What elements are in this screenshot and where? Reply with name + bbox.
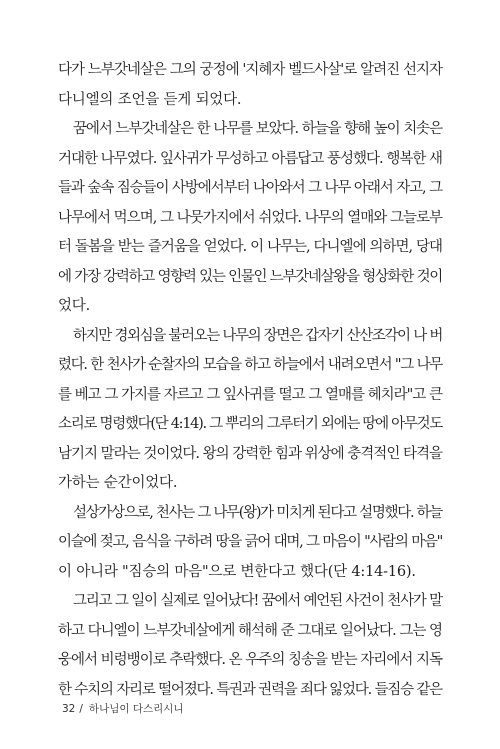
text-line: 었다. [58, 298, 91, 314]
page-number: 32 [62, 703, 76, 715]
text-line: 꿈에서 느부갓네살은 한 나무를 보았다. 하늘을 향해 높이 치솟은 [73, 121, 442, 137]
text-line: 렸다. 한 천사가 순찰자의 모습을 하고 하늘에서 내려오면서 "그 나무 [58, 357, 442, 373]
footer-separator: / [79, 703, 83, 715]
text-line: 가하는 순간이었다. [58, 475, 178, 491]
book-title: 하나님이 다스리시니 [88, 703, 184, 715]
text-line: 터 돌봄을 받는 즐거움을 얻었다. 이 나무는, 다니엘에 의하면, 당대 [58, 239, 442, 255]
text-line: 웅에서 비렁뱅이로 추락했다. 온 우주의 칭송을 받는 자리에서 지독 [58, 652, 442, 668]
page-footer [62, 701, 184, 716]
text-line: 설상가상으로, 천사는 그 나무(왕)가 미치게 된다고 설명했다. 하늘 [73, 504, 442, 521]
text-line: 다가 느부갓네살은 그의 궁정에 '지혜자 벨드사살'로 알려진 선지자 [58, 62, 442, 78]
text-line: 다니엘의 조언을 듣게 되었다. [58, 91, 242, 108]
text-line: 한 수치의 자리로 떨어졌다. 특권과 권력을 죄다 잃었다. 들짐승 같은 [58, 681, 442, 698]
text-line: 를 베고 그 가지를 자르고 그 잎사귀를 떨고 그 열매를 헤치라"고 큰 [58, 386, 442, 403]
text-line: 나무에서 먹으며, 그 나뭇가지에서 쉬었다. 나무의 열매와 그늘로부 [58, 209, 442, 226]
text-line: 소리로 명령했다(단 4:14). 그 뿌리의 그루터기 외에는 땅에 아무것도 [58, 416, 442, 432]
text-line: 그리고 그 일이 실제로 일어났다! 꿈에서 예언된 사건이 천사가 말 [73, 593, 442, 609]
text-line: 에 가장 강력하고 영향력 있는 인물인 느부갓네살왕을 형상화한 것이 [58, 268, 442, 285]
text-line: 남기지 말라는 것이었다. 왕의 강력한 힘과 위상에 충격적인 타격을 [58, 445, 442, 462]
text-line: 이슬에 젖고, 음식을 구하려 땅을 긁어 대며, 그 마음이 "사람의 마음" [58, 534, 442, 550]
text-line: 하고 다니엘이 느부갓네살에게 해석해 준 그대로 일어났다. 그는 영 [58, 622, 442, 639]
text-line: 들과 숲속 짐승들이 사방에서부터 나아와서 그 나무 아래서 자고, 그 [58, 180, 442, 196]
body-text [58, 56, 442, 705]
text-line: 이 아니라 "짐승의 마음"으로 변한다고 했다(단 4:14-16). [58, 563, 416, 580]
text-line: 거대한 나무였다. 잎사귀가 무성하고 아름답고 풍성했다. 행복한 새 [58, 150, 442, 167]
text-line: 하지만 경외심을 불러오는 나무의 장면은 갑자기 산산조각이 나 버 [73, 327, 442, 344]
